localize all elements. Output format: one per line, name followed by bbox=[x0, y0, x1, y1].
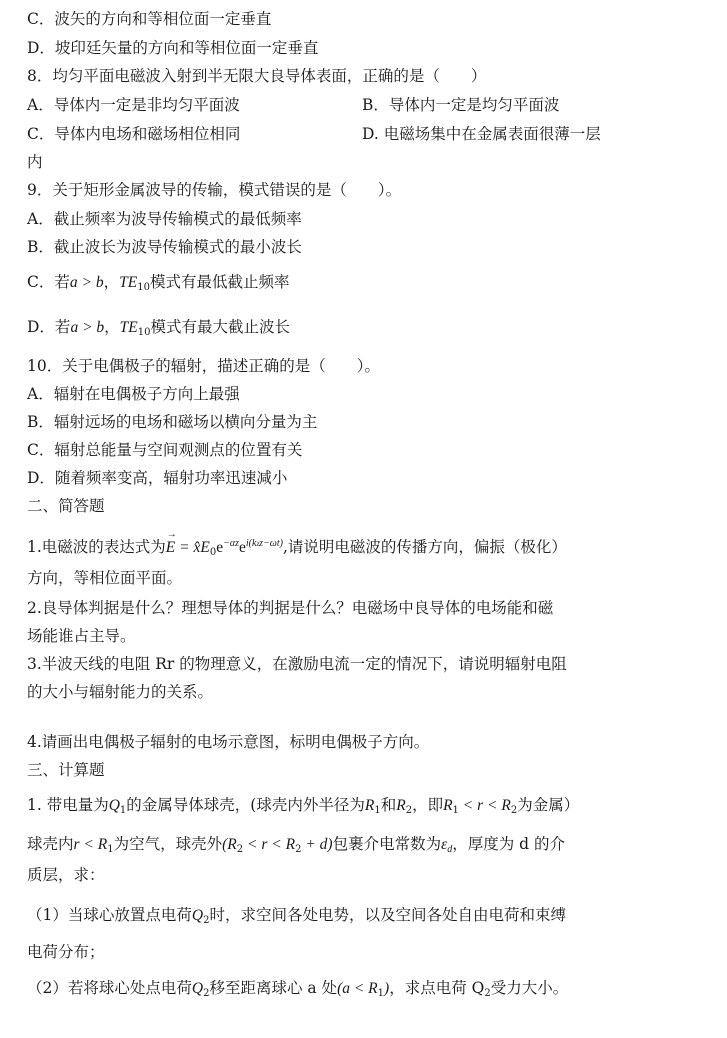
question-8-option-c: C．导体内电场和磁场相位相同 bbox=[27, 125, 241, 143]
c1-p2-cond-sub: 1 bbox=[377, 988, 385, 999]
c1-l2b: 为空气，球壳外 bbox=[113, 835, 223, 853]
sa1-exp-2-tail: z−ωt) bbox=[259, 538, 283, 549]
c1-l2d: ，厚度为 d 的介 bbox=[452, 835, 565, 853]
c1-l2-ineq: r < R bbox=[73, 836, 108, 853]
c1-b: 的金属导体球壳，(球壳内外半径为 bbox=[126, 796, 365, 814]
question-10-option-d: D．随着频率变高，辐射功率迅速减小 bbox=[27, 469, 288, 487]
c1-ineq-R-sub: 1 bbox=[452, 805, 459, 816]
calc-1-part-1-continued: 电荷分布； bbox=[27, 943, 105, 961]
c1-ineq-R2-sub: 2 bbox=[510, 805, 518, 816]
c1-p2-d: 受力大小。 bbox=[490, 979, 569, 997]
short-answer-2: 2.良导体判据是什么？理想导体的判据是什么？电磁场中良导体的电场能和磁 bbox=[27, 599, 554, 617]
sa1-exp-1: −αz bbox=[223, 538, 239, 549]
q9c-text: 模式有最低截止频率 bbox=[149, 273, 290, 291]
c1-R1-sub: 1 bbox=[374, 805, 381, 816]
c1-l2-p2: < r < R bbox=[243, 836, 296, 853]
sa1-exp-base-2: e bbox=[239, 539, 246, 556]
c1-p2-c: ，求点电荷 Q bbox=[389, 979, 485, 997]
c1-p2-b: 移至距离球心 a 处 bbox=[209, 979, 338, 997]
calc-1-line-2 bbox=[27, 834, 565, 855]
c1-ineq-R: R bbox=[443, 797, 453, 814]
c1-l2c: 包裹介电常数为 bbox=[332, 835, 442, 853]
sa1-amplitude: x̂E bbox=[193, 539, 210, 556]
c1-l2-p2-sub: 2 bbox=[295, 844, 302, 855]
c1-p1-Q-sub: 2 bbox=[203, 915, 210, 926]
c1-p2-c-sub: 2 bbox=[484, 988, 491, 999]
c1-p1-b: 时，求空间各处电势，以及空间各处自由电荷和束缚 bbox=[209, 906, 566, 924]
c1-p2-cond: (a < R bbox=[337, 980, 378, 997]
question-7-option-d: D．坡印廷矢量的方向和等相位面一定垂直 bbox=[27, 39, 319, 57]
question-9-stem: 9．关于矩形金属波导的传输，模式错误的是（ ）。 bbox=[27, 181, 402, 199]
c1-l2-p3: + d) bbox=[301, 836, 333, 853]
short-answer-1-continued: 方向，等相位面平面。 bbox=[27, 569, 183, 587]
question-9-option-b: B．截止波长为波导传输模式的最小波长 bbox=[27, 238, 302, 256]
question-9-option-c bbox=[27, 272, 289, 293]
c1-l2a: 球壳内 bbox=[27, 835, 74, 853]
c1-c: 和 bbox=[380, 796, 397, 814]
sa1-exp-base-1: e bbox=[216, 539, 224, 556]
calc-1-line-1 bbox=[27, 795, 579, 816]
c1-p2-Q-sub: 2 bbox=[203, 988, 210, 999]
q9d-condition: a > b bbox=[70, 319, 105, 336]
c1-R2-sub: 2 bbox=[405, 805, 413, 816]
question-8-option-d-continued: 内 bbox=[27, 153, 43, 171]
short-answer-3-continued: 的大小与辐射能力的关系。 bbox=[27, 683, 214, 701]
c1-p2-a: （2）若将球心处点电荷 bbox=[27, 979, 192, 997]
question-7-option-c: C．波矢的方向和等相位面一定垂直 bbox=[27, 10, 272, 28]
q9d-separator: ， bbox=[104, 318, 120, 336]
question-10-option-c: C．辐射总能量与空间观测点的位置有关 bbox=[27, 441, 303, 459]
c1-e: 为金属） bbox=[517, 796, 580, 814]
q9c-prefix: C．若 bbox=[27, 273, 70, 291]
c1-p2-Q: Q bbox=[191, 980, 204, 997]
calc-1-part-2 bbox=[27, 978, 568, 999]
q9c-separator: ， bbox=[103, 273, 120, 291]
c1-l2-p1: (R bbox=[222, 836, 237, 853]
question-10-option-b: B．辐射远场的电场和磁场以横向分量为主 bbox=[27, 413, 318, 431]
question-9-option-d bbox=[27, 317, 290, 338]
q9c-condition: a > b bbox=[69, 274, 104, 291]
short-answer-4: 4.请画出电偶极子辐射的电场示意图，标明电偶极子方向。 bbox=[27, 733, 430, 751]
calc-1-part-1 bbox=[27, 905, 566, 926]
section-2-heading: 二、简答题 bbox=[27, 497, 105, 515]
sa1-equals: = bbox=[175, 539, 194, 556]
q9d-text: 模式有最大截止波长 bbox=[150, 318, 291, 336]
c1-eps: ε bbox=[441, 836, 448, 853]
sa1-prefix: 1.电磁波的表达式为 bbox=[27, 538, 166, 556]
q9c-te-subscript: 10 bbox=[137, 282, 150, 293]
c1-l2-ineq-sub: 1 bbox=[107, 844, 114, 855]
c1-R1: R bbox=[364, 797, 375, 814]
question-10-stem: 10．关于电偶极子的辐射，描述正确的是（ ）。 bbox=[27, 357, 380, 375]
short-answer-1 bbox=[27, 537, 567, 558]
question-10-option-a: A．辐射在电偶极子方向上最强 bbox=[27, 385, 240, 403]
calc-1-line-3: 质层，求： bbox=[27, 866, 105, 884]
c1-eps-sub: d bbox=[447, 844, 453, 855]
c1-p1-a: （1）当球心放置点电荷 bbox=[27, 906, 192, 924]
c1-l2-p1-sub: 2 bbox=[236, 844, 244, 855]
sa1-exp-2-sub: z bbox=[256, 540, 260, 548]
c1-ineq-mid: < r < R bbox=[458, 797, 511, 814]
question-8-option-b: B．导体内一定是均匀平面波 bbox=[362, 96, 560, 114]
q9d-prefix: D．若 bbox=[27, 318, 71, 336]
question-8-option-a: A．导体内一定是非均匀平面波 bbox=[27, 96, 240, 114]
c1-Q: Q bbox=[108, 797, 120, 814]
q9d-te-subscript: 10 bbox=[137, 327, 151, 338]
sa1-text: ,请说明电磁波的传播方向，偏振（极化） bbox=[282, 538, 567, 556]
c1-p2-cond-end: ) bbox=[384, 980, 390, 997]
c1-R2: R bbox=[396, 797, 406, 814]
c1-a: 1. 带电量为 bbox=[27, 796, 109, 814]
sa1-exp-2 bbox=[246, 538, 283, 549]
sa1-E-vector: → E bbox=[166, 538, 175, 558]
sa1-exp-2-head: i(k bbox=[245, 538, 257, 549]
short-answer-3: 3.半波天线的电阻 Rr 的物理意义，在激励电流一定的情况下，请说明辐射电阻 bbox=[27, 655, 567, 673]
c1-p1-Q: Q bbox=[191, 907, 204, 924]
sa1-amplitude-subscript: 0 bbox=[209, 547, 217, 558]
short-answer-2-continued: 场能谁占主导。 bbox=[27, 627, 136, 645]
c1-d: ，即 bbox=[412, 796, 444, 814]
question-9-option-a: A．截止频率为波导传输模式的最低频率 bbox=[27, 210, 302, 228]
section-3-heading: 三、计算题 bbox=[27, 761, 105, 779]
question-8-option-d: D. 电磁场集中在金属表面很薄一层 bbox=[362, 125, 601, 143]
question-8-stem: 8．均匀平面电磁波入射到半无限大良导体表面，正确的是（ ） bbox=[27, 67, 487, 85]
q9c-te-mode: TE bbox=[119, 274, 138, 291]
c1-Q-sub: 1 bbox=[119, 805, 127, 816]
q9d-te-mode: TE bbox=[119, 319, 138, 336]
